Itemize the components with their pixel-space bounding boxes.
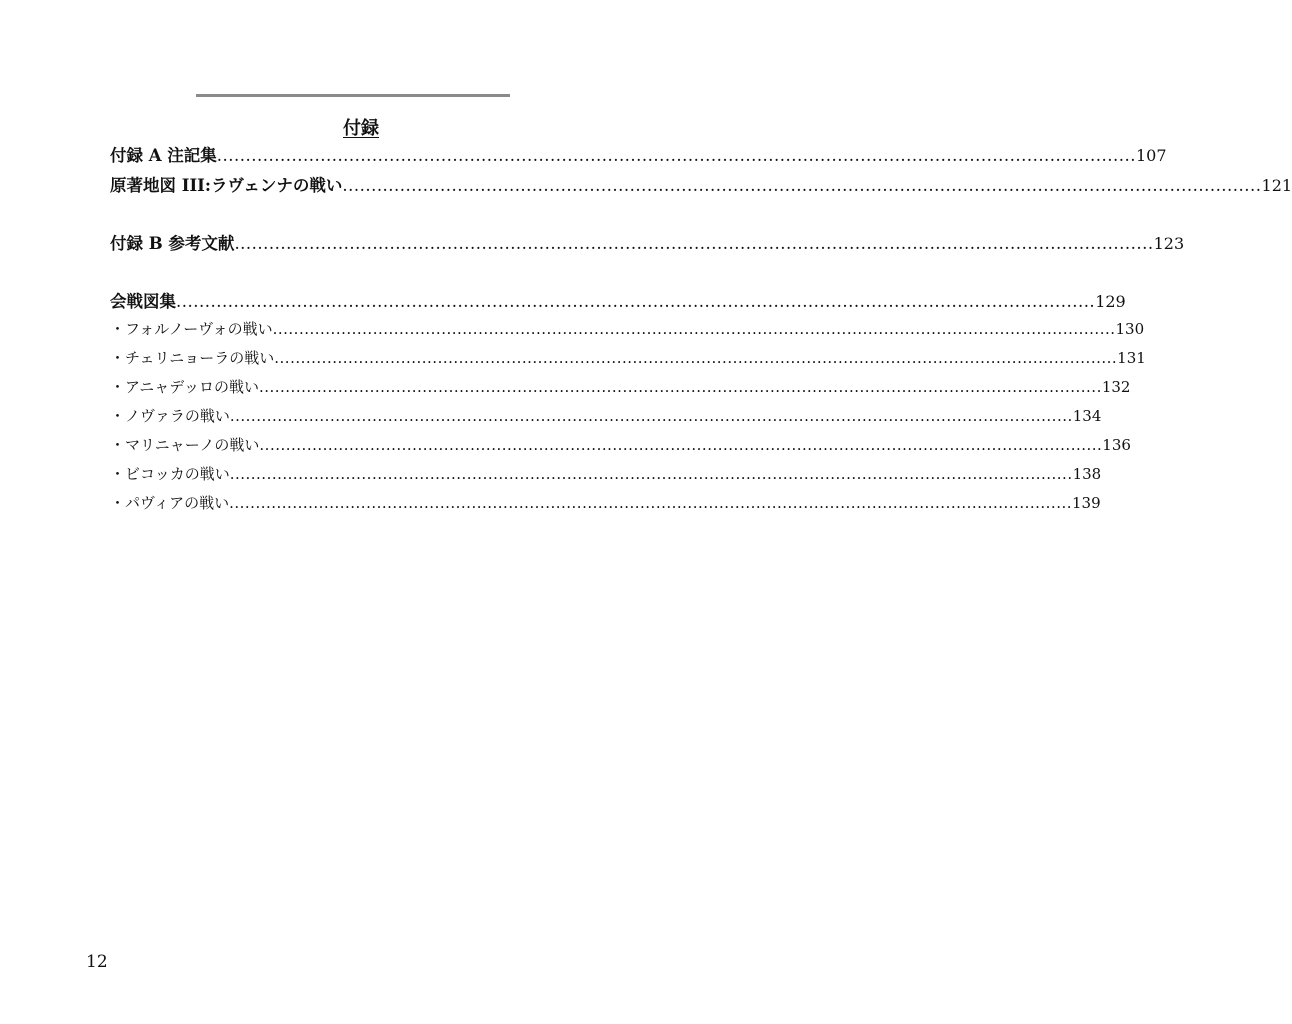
- dot-leader: ................................................................................................................................................................: [229, 494, 1072, 512]
- dot-leader: ................................................................................................................................................................: [274, 349, 1118, 367]
- toc-entry-page: 107: [1135, 146, 1167, 165]
- toc-entry-page: 123: [1153, 234, 1185, 253]
- toc-entry-label: 会戦図集: [110, 292, 176, 311]
- toc-entry-pavia[interactable]: [110, 492, 1101, 513]
- toc-entry-label: ・ビコッカの戦い: [110, 465, 230, 483]
- toc-entry-marignano[interactable]: [110, 434, 1131, 455]
- toc-entry-label: ・チェリニョーラの戦い: [110, 349, 275, 367]
- toc-entry-battle-maps[interactable]: [110, 288, 1126, 312]
- toc-entry-agnadello[interactable]: [110, 376, 1131, 397]
- toc-entry-label: ・アニャデッロの戦い: [110, 378, 259, 396]
- dot-leader: ................................................................................................................................................................: [176, 292, 1096, 311]
- toc-entry-page: 138: [1072, 465, 1102, 483]
- toc-entry-page: 121: [1261, 176, 1292, 195]
- dot-leader: ................................................................................................................................................................: [229, 465, 1073, 483]
- toc-entry-page: 130: [1115, 320, 1145, 338]
- header-rule: [196, 94, 510, 97]
- toc-entry-label: 付録 B 参考文献: [110, 234, 235, 253]
- toc-entry-label: 原著地図 III:ラヴェンナの戦い: [110, 176, 343, 195]
- toc-entry-page: 134: [1072, 407, 1102, 425]
- toc-entry-label: ・マリニャーノの戦い: [110, 436, 260, 454]
- toc-entry-page: 139: [1072, 494, 1101, 512]
- dot-leader: ................................................................................................................................................................: [234, 234, 1154, 253]
- toc-entry-label: ・パヴィアの戦い: [110, 494, 230, 512]
- toc-entry-appendix-b[interactable]: [110, 230, 1185, 254]
- dot-leader: ................................................................................................................................................................: [216, 146, 1136, 165]
- toc-entry-page: 131: [1117, 349, 1146, 367]
- toc-entry-cerignola[interactable]: [110, 347, 1146, 368]
- page-number: 12: [86, 952, 108, 972]
- toc-entry-page: 132: [1101, 378, 1131, 396]
- toc-entry-map-ravenna[interactable]: [110, 172, 1292, 196]
- toc-entry-label: 付録 A 注記集: [110, 146, 217, 165]
- toc-entry-fornovo[interactable]: [110, 318, 1145, 339]
- toc-entry-page: 129: [1095, 292, 1126, 311]
- toc-entry-label: ・フォルノーヴォの戦い: [110, 320, 273, 338]
- toc-entry-label: ・ノヴァラの戦い: [110, 407, 230, 425]
- toc-entry-appendix-a[interactable]: [110, 142, 1167, 166]
- toc-entry-bicocca[interactable]: [110, 463, 1102, 484]
- dot-leader: ................................................................................................................................................................: [259, 436, 1103, 454]
- dot-leader: ................................................................................................................................................................: [342, 176, 1262, 195]
- toc-entry-novara[interactable]: [110, 405, 1102, 426]
- dot-leader: ................................................................................................................................................................: [229, 407, 1073, 425]
- dot-leader: ................................................................................................................................................................: [258, 378, 1102, 396]
- dot-leader: ................................................................................................................................................................: [272, 320, 1116, 338]
- appendix-title: 付録: [343, 118, 379, 139]
- toc-entry-page: 136: [1102, 436, 1131, 454]
